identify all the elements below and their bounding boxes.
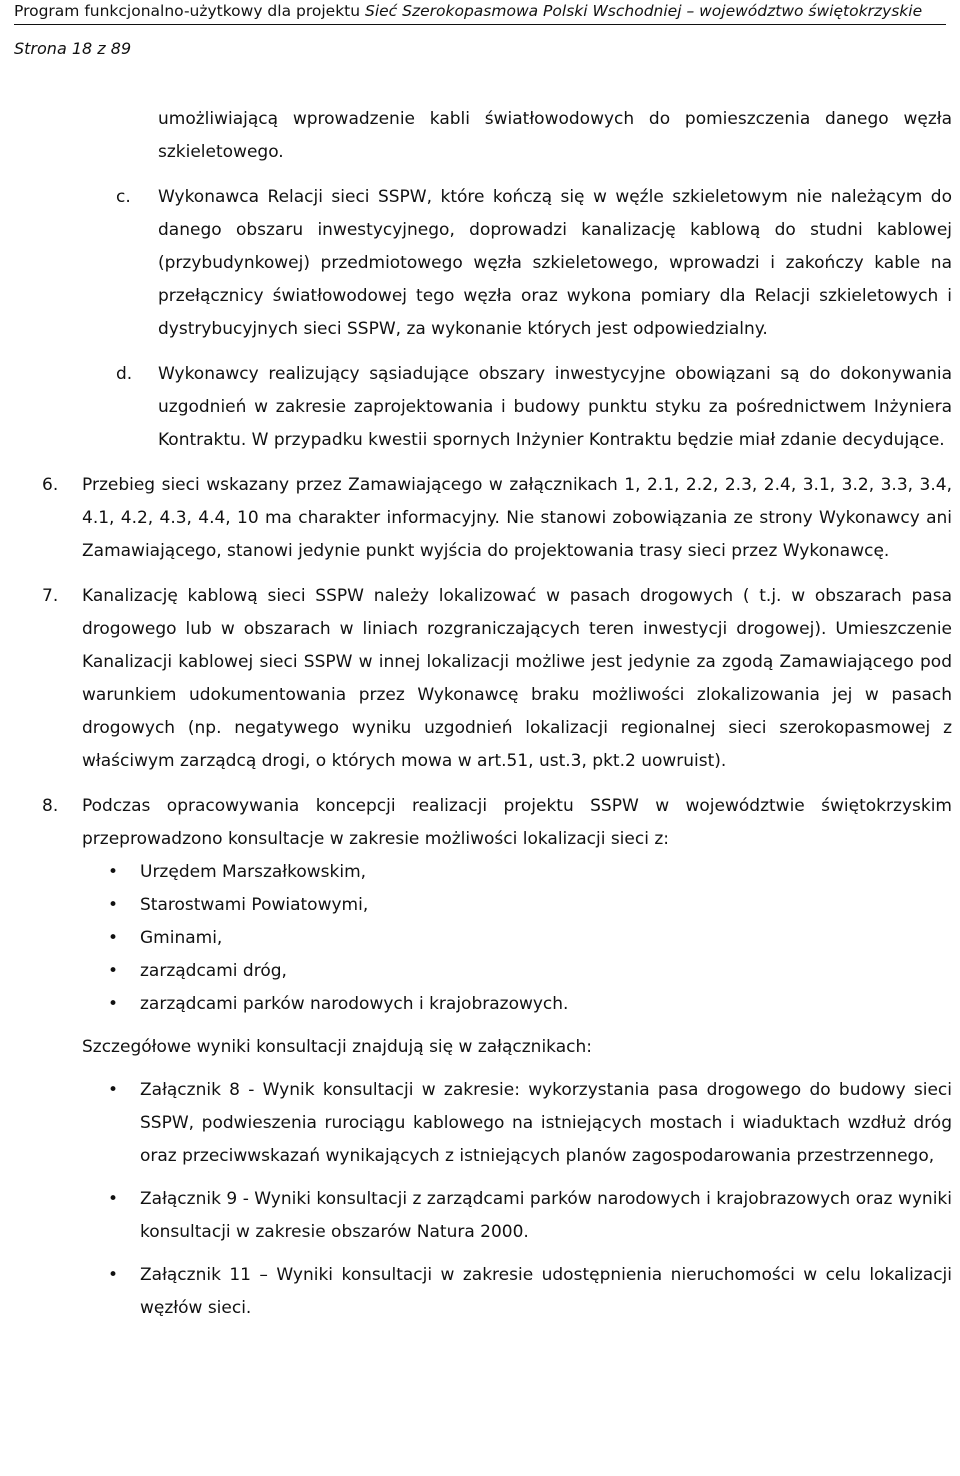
list-item (0, 1259, 960, 1325)
list-item (0, 955, 960, 988)
list-item-text: zarządcami parków narodowych i krajobrazowych. (140, 994, 569, 1014)
item-b-continuation: umożliwiającą wprowadzenie kabli światłowodowych do pomieszczenia danego węzła szkieletowego. (158, 109, 952, 162)
bullet-icon: • (108, 961, 119, 981)
point-7-text: Kanalizację kablową sieci SSPW należy lokalizować w pasach drogowych ( t.j. w obszarach pasa drogowego lub w obszarach w liniach rozgraniczających teren inwestycji drogowej). Umieszczenie Kanalizacji kablowej sieci SSPW w innej lokalizacji możliwe jest jedynie za zgodą Zamawiającego pod warunkiem udokumentowania przez Wykonawcę braku możliwości zlokalizowania jej w pasach drogowych (np. negatywego wyniku uzgodnień lokalizacji regionalnej sieci szerokopasmowej z właściwym zarządcą drogi, o których mowa w art.51, ust.3, pkt.2 uowruist). (82, 586, 952, 771)
point-6 (0, 469, 960, 568)
page-header (14, 2, 954, 59)
page-number: Strona 18 z 89 (14, 39, 132, 58)
attachments-list (0, 1074, 960, 1325)
list-item (0, 856, 960, 889)
bullet-icon: • (108, 1265, 119, 1285)
point-8 (0, 790, 960, 856)
point-7-marker: 7. (42, 586, 59, 606)
item-d-marker: d. (116, 364, 133, 384)
document-title-prefix: Program funkcjonalno-użytkowy dla projektu (14, 2, 365, 20)
results-intro: Szczegółowe wyniki konsultacji znajdują się w załącznikach: (82, 1037, 592, 1057)
item-d (0, 358, 960, 457)
bullet-icon: • (108, 862, 119, 882)
attachment-text: Załącznik 9 - Wyniki konsultacji z zarządcami parków narodowych i krajobrazowych oraz wyniki konsultacji w zakresie obszarów Natura 2000. (140, 1189, 952, 1242)
bullet-icon: • (108, 895, 119, 915)
point-6-marker: 6. (42, 475, 59, 495)
point-8-marker: 8. (42, 796, 59, 816)
list-item (0, 988, 960, 1021)
list-item (0, 1074, 960, 1173)
document-title (14, 2, 954, 21)
list-item-text: Starostwami Powiatowymi, (140, 895, 369, 915)
consultation-list (0, 856, 960, 1021)
document-body (0, 103, 960, 1325)
list-item (0, 889, 960, 922)
item-d-text: Wykonawcy realizujący sąsiadujące obszary inwestycyjne obowiązani są do dokonywania uzgodnień w zakresie zaprojektowania i budowy punktu styku za pośrednictwem Inżyniera Kontraktu. W przypadku kwestii spornych Inżynier Kontraktu będzie miał zdanie decydujące. (158, 364, 952, 450)
bullet-icon: • (108, 1189, 119, 1209)
list-item-text: Gminami, (140, 928, 223, 948)
bullet-icon: • (108, 994, 119, 1014)
bullet-icon: • (108, 1080, 119, 1100)
point-7 (0, 580, 960, 778)
item-c (0, 181, 960, 346)
list-item (0, 922, 960, 955)
point-8-text: Podczas opracowywania koncepcji realizacji projektu SSPW w województwie świętokrzyskim przeprowadzono konsultacje w zakresie możliwości lokalizacji sieci z: (82, 796, 952, 849)
point-6-text: Przebieg sieci wskazany przez Zamawiającego w załącznikach 1, 2.1, 2.2, 2.3, 2.4, 3.1, 3.2, 3.3, 3.4, 4.1, 4.2, 4.3, 4.4, 10 ma charakter informacyjny. Nie stanowi zobowiązania ze strony Wykonawcy ani Zamawiającego, stanowi jedynie punkt wyjścia do projektowania trasy sieci przez Wykonawcę. (82, 475, 952, 561)
bullet-icon: • (108, 928, 119, 948)
project-name: Sieć Szerokopasmowa Polski Wschodniej – województwo świętokrzyskie (365, 2, 923, 20)
attachment-text: Załącznik 8 - Wynik konsultacji w zakresie: wykorzystania pasa drogowego do budowy sieci SSPW, podwieszenia rurociągu kablowego na istniejących mostach i wiaduktach wzdłuż dróg oraz przeciwwskazań wynikających z istniejących planów zagospodarowania przestrzennego, (140, 1080, 952, 1166)
list-item-text: Urzędem Marszałkowskim, (140, 862, 367, 882)
list-item (0, 1183, 960, 1249)
list-item-text: zarządcami dróg, (140, 961, 287, 981)
item-c-marker: c. (116, 187, 131, 207)
attachment-text: Załącznik 11 – Wyniki konsultacji w zakresie udostępnienia nieruchomości w celu lokalizacji węzłów sieci. (140, 1265, 952, 1318)
item-c-text: Wykonawca Relacji sieci SSPW, które kończą się w węźle szkieletowym nie należącym do danego obszaru inwestycyjnego, doprowadzi kanalizację kablową do studni kablowej (przybudynkowej) przedmiotowego węzła szkieletowego, wprowadzi i zakończy kable na przełącznicy światłowodowej tego węzła oraz wykona pomiary dla Relacji szkieletowych i dystrybucyjnych sieci SSPW, za wykonanie których jest odpowiedzialny. (158, 187, 952, 339)
header-divider (14, 24, 946, 25)
